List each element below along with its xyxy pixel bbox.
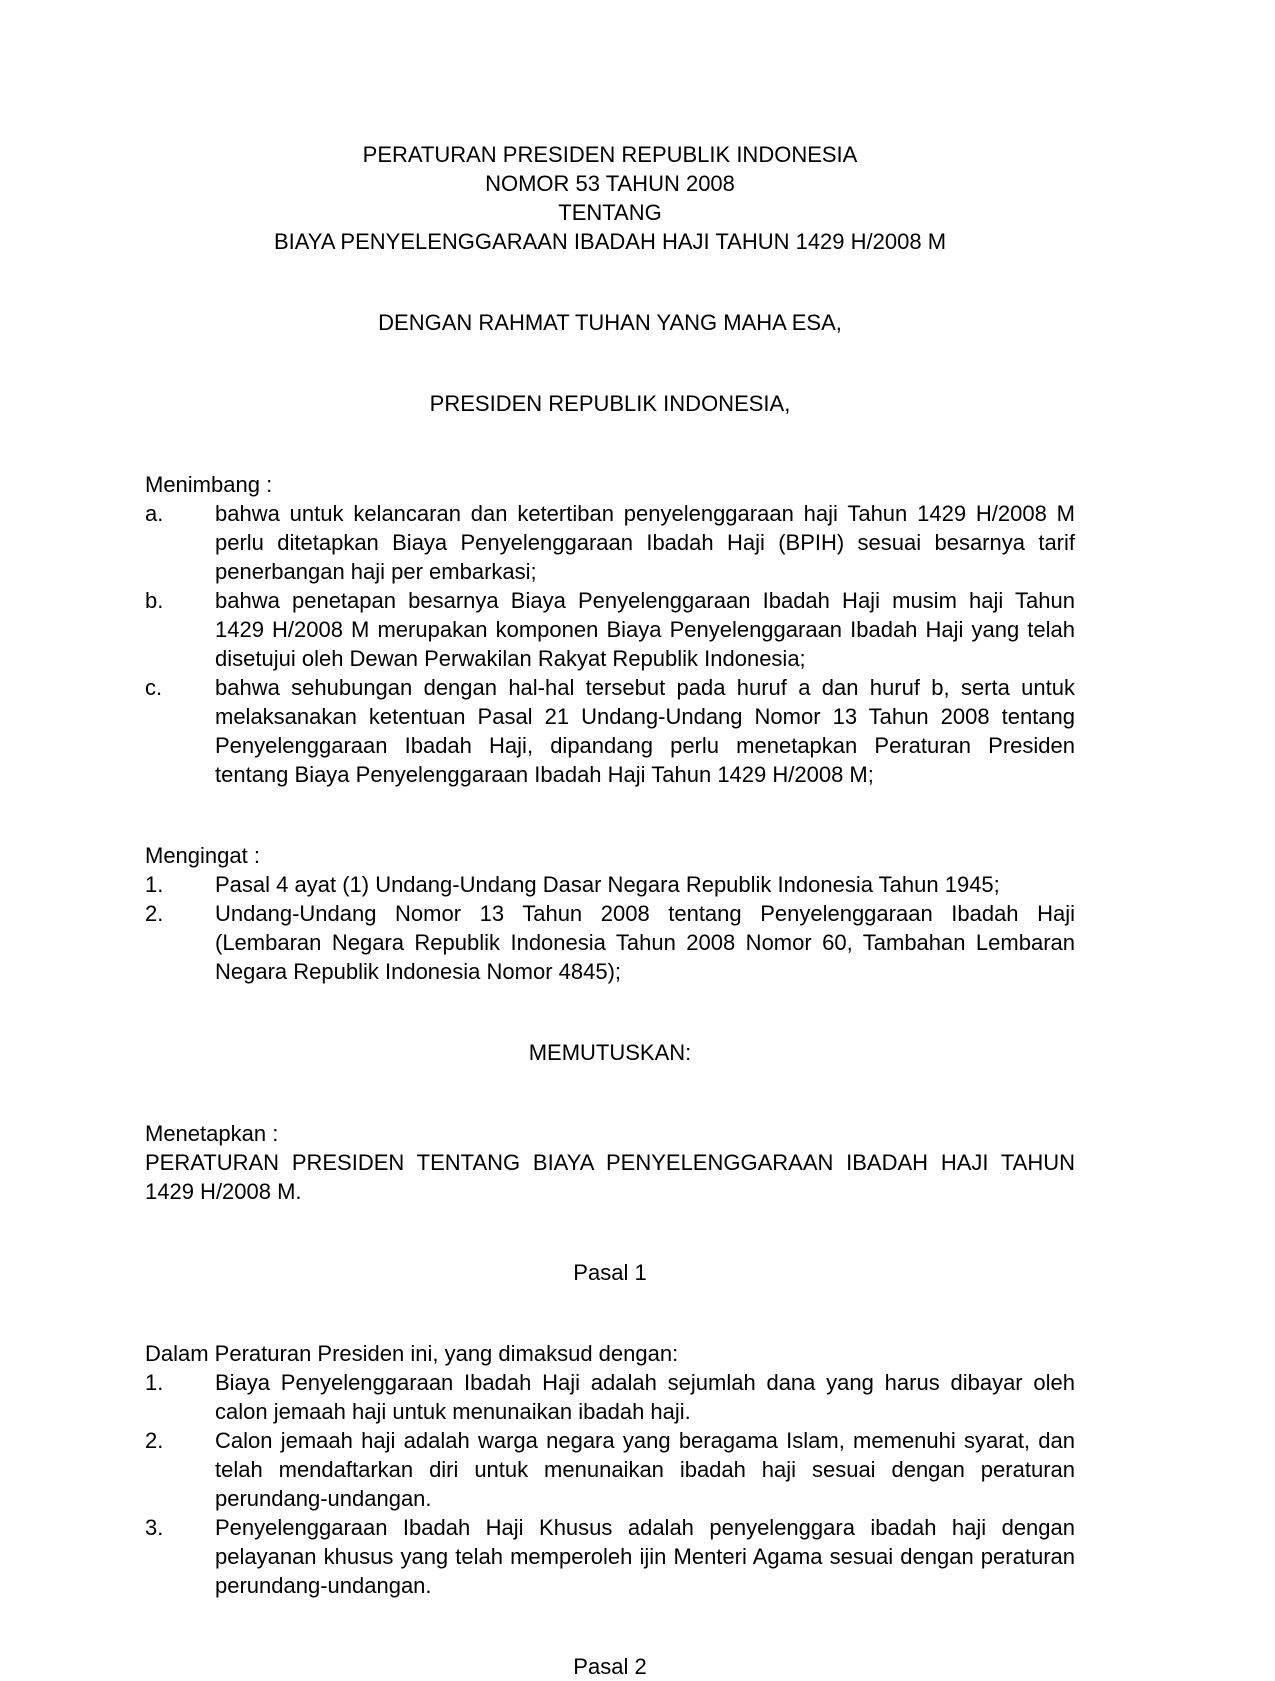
pasal-1-heading: Pasal 1 (573, 1260, 647, 1285)
title-line-2: NOMOR 53 TAHUN 2008 (485, 171, 735, 196)
list-marker: b. (145, 588, 164, 613)
pasal-1-intro: Dalam Peraturan Presiden ini, yang dimaksud dengan: (145, 1341, 679, 1366)
list-item-text: Undang-Undang Nomor 13 Tahun 2008 tentang Penyelenggaraan Ibadah Haji (Lembaran Negara Republik Indonesia Tahun 2008 Nomor 60, Tambahan Lembaran Negara Republik Indonesia Nomor 4845); (215, 901, 1075, 984)
title-line-3: TENTANG (558, 200, 662, 225)
list-marker: 2. (145, 1428, 164, 1453)
enacting-section (145, 1119, 1075, 1206)
title-line-4: BIAYA PENYELENGGARAAN IBADAH HAJI TAHUN 1429 H/2008 M (273, 229, 947, 254)
list-item (145, 870, 1075, 899)
pasal-1-body (145, 1339, 1075, 1600)
list-marker: c. (145, 675, 163, 700)
list-item (145, 899, 1075, 986)
list-item-text: Pasal 4 ayat (1) Undang-Undang Dasar Negara Republik Indonesia Tahun 1945; (215, 872, 1000, 897)
title-line-1: PERATURAN PRESIDEN REPUBLIK INDONESIA (362, 142, 858, 167)
list-item (145, 673, 1075, 789)
list-item (145, 1426, 1075, 1513)
enacting-label: Menetapkan : (145, 1121, 279, 1146)
considering-label: Menimbang : (145, 472, 273, 497)
list-item (145, 499, 1075, 586)
recalling-label: Mengingat : (145, 843, 260, 868)
list-marker: 1. (145, 872, 164, 897)
list-marker: 1. (145, 1370, 164, 1395)
list-item (145, 586, 1075, 673)
decision-heading: MEMUTUSKAN: (528, 1040, 692, 1065)
list-item (145, 1513, 1075, 1600)
list-marker: 2. (145, 901, 164, 926)
list-item-text: bahwa penetapan besarnya Biaya Penyelenggaraan Ibadah Haji musim haji Tahun 1429 H/2008 M merupakan komponen Biaya Penyelenggaraan Ibadah Haji yang telah disetujui oleh Dewan Perwakilan Rakyat Republik Indonesia; (215, 588, 1075, 671)
document-title-block (145, 140, 1075, 256)
list-marker: a. (145, 501, 164, 526)
list-item-text: Penyelenggaraan Ibadah Haji Khusus adalah penyelenggara ibadah haji dengan pelayanan khusus yang telah memperoleh ijin Menteri Agama sesuai dengan peraturan perundang-undangan. (215, 1515, 1075, 1598)
enacting-text: PERATURAN PRESIDEN TENTANG BIAYA PENYELENGGARAAN IBADAH HAJI TAHUN 1429 H/2008 M. (145, 1150, 1075, 1204)
list-item-text: bahwa sehubungan dengan hal-hal tersebut pada huruf a dan huruf b, serta untuk melaksanakan ketentuan Pasal 21 Undang-Undang Nomor 13 Tahun 2008 tentang Penyelenggaraan Ibadah Haji, dipandang perlu menetapkan Peraturan Presiden tentang Biaya Penyelenggaraan Ibadah Haji Tahun 1429 H/2008 M; (215, 675, 1075, 787)
issuer-line: PRESIDEN REPUBLIK INDONESIA, (429, 391, 791, 416)
list-item (145, 1368, 1075, 1426)
recalling-section (145, 841, 1075, 986)
list-item-text: Biaya Penyelenggaraan Ibadah Haji adalah sejumlah dana yang harus dibayar oleh calon jemaah haji untuk menunaikan ibadah haji. (215, 1370, 1075, 1424)
list-item-text: Calon jemaah haji adalah warga negara yang beragama Islam, memenuhi syarat, dan telah mendaftarkan diri untuk menunaikan ibadah haji sesuai dengan peraturan perundang-undangan. (215, 1428, 1075, 1511)
list-item-text: bahwa untuk kelancaran dan ketertiban penyelenggaraan haji Tahun 1429 H/2008 M perlu ditetapkan Biaya Penyelenggaraan Ibadah Haji (BPIH) sesuai besarnya tarif penerbangan haji per embarkasi; (215, 501, 1075, 584)
considering-section (145, 470, 1075, 789)
invocation-line: DENGAN RAHMAT TUHAN YANG MAHA ESA, (378, 310, 842, 335)
list-marker: 3. (145, 1515, 164, 1540)
pasal-2-heading: Pasal 2 (573, 1654, 647, 1679)
